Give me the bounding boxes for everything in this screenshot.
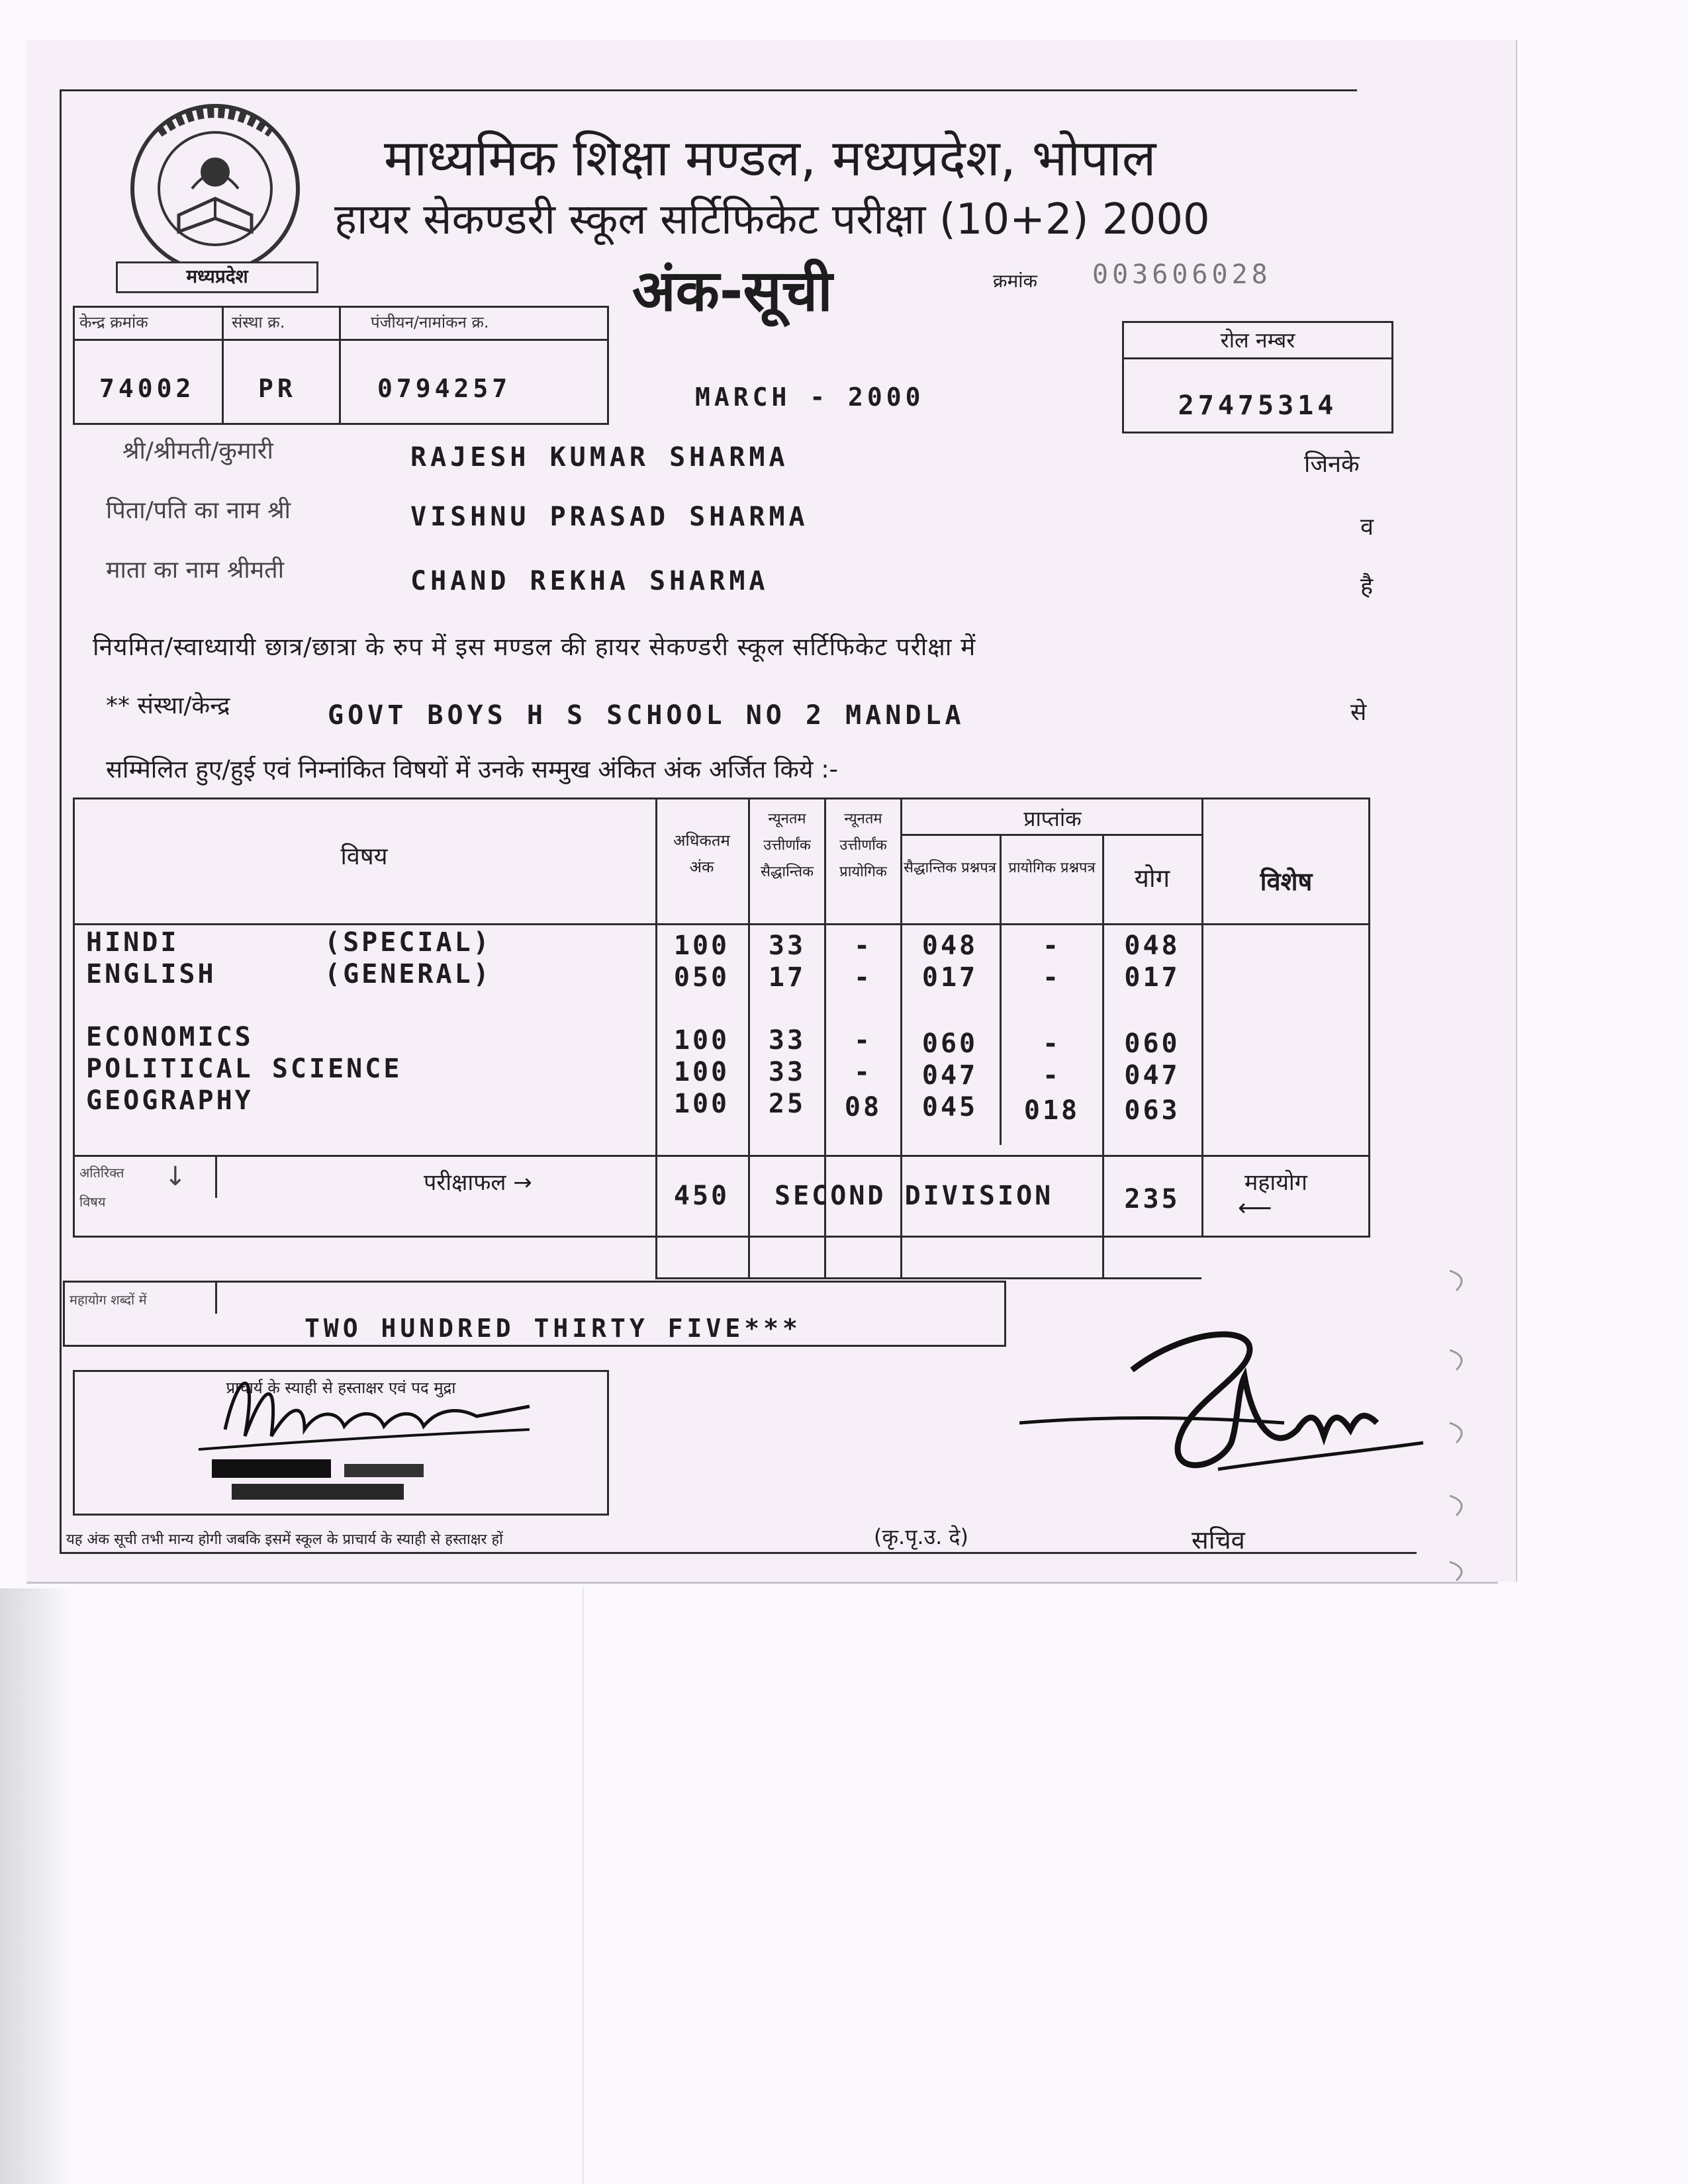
row-theory: 060 [921,1028,978,1059]
header-practical: प्रायोगिक प्रश्नपत्र [1008,860,1096,876]
row-practical: - [1042,962,1062,993]
row-max: 100 [673,931,730,961]
row-total: 063 [1124,1095,1180,1126]
row-practical: - [1042,1028,1062,1059]
row-total: 017 [1124,962,1180,993]
secretary-label: सचिव [1192,1525,1245,1555]
row-subject: ECONOMICS [86,1022,254,1052]
col-line-max [655,797,657,1277]
total-in-words: TWO HUNDRED THIRTY FIVE*** [305,1314,802,1343]
scan-smudge [0,1588,73,2184]
max-total: 450 [673,1181,730,1211]
code-box-col2 [339,306,341,425]
roll-box-divider [1122,357,1393,359]
row-theory: 045 [921,1092,978,1122]
row-max: 100 [673,1025,730,1056]
header-max: अधिकतम अंक [673,831,730,876]
center-code-label: केन्द्र क्रमांक [79,313,148,332]
obtained-rule [900,834,1201,836]
row-subject: HINDI [86,927,179,958]
document-title: अंक-सूची [632,258,833,324]
board-title: माध्यमिक शिक्षा मण्डल, मध्यप्रदेश, भोपाल [384,128,1156,187]
row-max: 050 [673,962,730,993]
total-in-words-label: महायोग शब्दों में [70,1292,147,1308]
candidate-name: RAJESH KUMAR SHARMA [410,442,789,473]
father-name-label: पिता/पति का नाम श्री [106,497,291,524]
header-special: विशेष [1260,867,1313,896]
row-subject: POLITICAL SCIENCE [86,1054,402,1084]
row-min-theory: 17 [768,962,806,993]
principal-signature-label: प्राचार्य के स्याही से हस्ताक्षर एवं पद मुद्रा [226,1379,456,1397]
row-total: 060 [1124,1028,1180,1059]
please-turn-over: (कृ.पृ.उ. दे) [874,1524,968,1549]
name-suffix: जिनके [1304,451,1360,478]
row-subject: ENGLISH [86,959,216,989]
secretary-signature [1019,1317,1430,1496]
row-practical: - [1042,1060,1062,1091]
serial-label: क्रमांक [993,270,1038,292]
header-min-theory: न्यूनतम उत्तीर्णांक सैद्धान्तिक [760,811,814,880]
name-label: श्री/श्रीमती/कुमारी [122,437,273,465]
row-min-theory: 33 [768,1025,806,1056]
col-line-practical [1000,834,1002,1145]
row-practical: - [1042,931,1062,961]
result-label: परीक्षाफल → [424,1169,532,1196]
frame-left [60,89,62,1552]
mother-name: CHAND REKHA SHARMA [410,566,769,596]
table-header-rule [73,923,1370,925]
header-theory: सैद्धान्तिक प्रश्नपत्र [904,860,996,876]
col-line-minth [748,797,750,1277]
row-total: 047 [1124,1060,1180,1091]
row-subject-type: (GENERAL) [324,959,492,989]
row-theory: 047 [921,1060,978,1091]
left-arrow-icon: ⟵ [1238,1195,1272,1222]
table-result-rule [73,1155,1370,1157]
roll-number: 27475314 [1178,390,1338,421]
row-theory: 017 [921,962,978,993]
father-name: VISHNU PRASAD SHARMA [410,502,809,532]
registration-number: 0794257 [377,374,512,403]
row-theory: 048 [921,931,978,961]
exam-session: MARCH - 2000 [695,383,925,412]
statement-line-1: नियमित/स्वाध्यायी छात्र/छात्रा के रुप में इस मण्डल की हायर सेकण्डरी स्कूल सर्टिफिकेट परीक्षा में [93,633,976,661]
additional-divider [215,1155,217,1198]
code-box-divider [73,339,609,341]
roll-number-label: रोल नम्बर [1220,328,1295,353]
exam-title: हायर सेकण्डरी स्कूल सर्टिफिकेट परीक्षा (10+2) 2000 [334,195,1210,244]
mother-name-label: माता का नाम श्रीमती [106,557,285,584]
table-tail-bottom [655,1277,1201,1279]
statement-line-2: सम्मिलित हुए/हुई एवं निम्नांकित विषयों में उनके सम्मुख अंकित अंक अर्जित किये :- [106,755,839,784]
row-min-practical: - [853,1025,873,1056]
fold-line [583,1588,584,2184]
institution-suffix: से [1350,699,1367,726]
frame-top [60,89,1357,91]
code-box-col1 [222,306,224,425]
row-max: 100 [673,1089,730,1119]
father-suffix: व [1360,514,1374,541]
row-subject-type: (SPECIAL) [324,927,492,958]
division: SECOND DIVISION [774,1181,1054,1211]
board-seal [113,99,318,291]
header-subject: विषय [340,843,388,870]
row-total: 048 [1124,931,1180,961]
row-practical: 018 [1023,1095,1080,1126]
row-max: 100 [673,1057,730,1087]
punch-holes [1443,1264,1483,1584]
mother-suffix: है [1360,573,1374,600]
serial-number: 003606028 [1092,259,1272,290]
row-subject: GEOGRAPHY [86,1085,254,1116]
header-total: योग [1134,864,1170,893]
institution-code-label: संस्था क्र. [232,313,285,332]
row-min-theory: 33 [768,931,806,961]
grand-total-label: महायोग [1244,1169,1307,1196]
institution-label: ** संस्था/केन्द्र [106,692,230,719]
code-box [73,306,609,425]
seal-label: मध्यप्रदेश [116,261,318,293]
row-min-practical: - [853,1057,873,1087]
header-min-practical: न्यूनतम उत्तीर्णांक प्रायोगिक [839,811,887,880]
grand-total: 235 [1124,1184,1180,1214]
row-min-practical: - [853,931,873,961]
registration-label: पंजीयन/नामांकन क्र. [371,313,489,332]
additional-subject-label: अतिरिक्त विषय [79,1165,124,1210]
down-arrow-icon: ↓ [164,1161,187,1192]
row-min-practical: 08 [844,1092,882,1122]
principal-signature [185,1343,556,1502]
institution-code: PR [258,374,297,403]
row-min-practical: - [853,962,873,993]
center-code: 74002 [99,374,195,403]
row-min-theory: 33 [768,1057,806,1087]
row-min-theory: 25 [768,1089,806,1119]
validity-note: यह अंक सूची तभी मान्य होगी जबकि इसमें स्कूल के प्राचार्य के स्याही से हस्ताक्षर हों [66,1531,503,1548]
words-box-divider [215,1281,217,1314]
institution-name: GOVT BOYS H S SCHOOL NO 2 MANDLA [328,700,965,731]
header-obtained: प्राप्तांक [1023,806,1082,831]
